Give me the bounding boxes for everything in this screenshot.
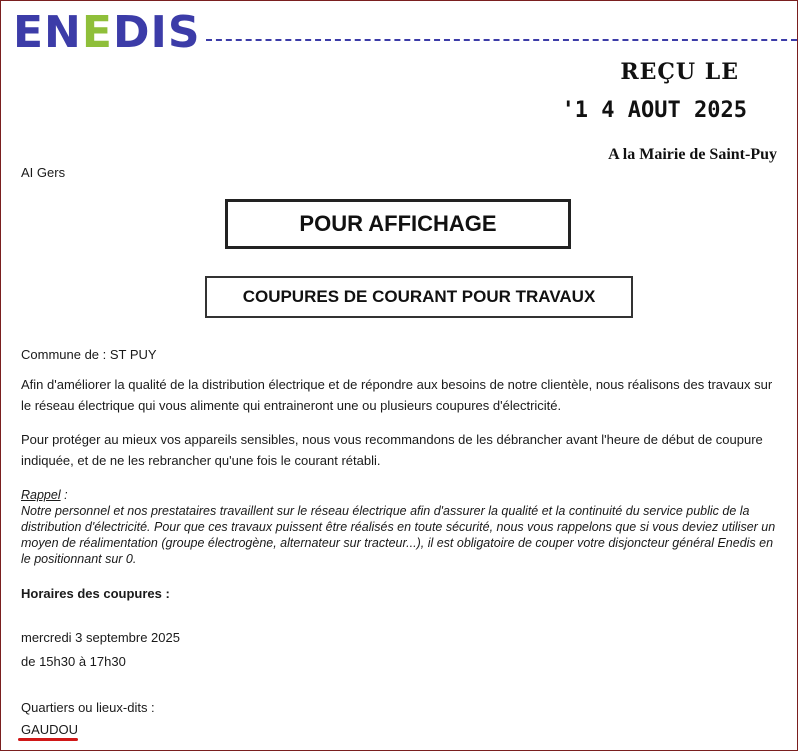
rappel-text: Notre personnel et nos prestataires travaillent sur le réseau électrique afin d'assurer la qualité et la continuité du service public de la distribution d'électricité. Pour que ces travaux puissent être réalisés en toute sécurité, nous vous rappelons que si vous deviez utiliser un moyen de réalimentation (groupe électrogène, alternateur sur tracteur...), il est obligatoire de couper votre disjoncteur général Enedis en le positionnant sur 0. — [21, 504, 776, 566]
header-dashed-line — [206, 39, 797, 41]
horaires-title: Horaires des coupures : — [21, 586, 170, 601]
logo-text-part2: E — [81, 7, 113, 58]
received-stamp-mairie: A la Mairie de Saint-Puy — [608, 146, 777, 163]
commune-line: Commune de : ST PUY — [21, 347, 157, 362]
enedis-logo — [13, 7, 201, 58]
received-stamp-date: '1 4 AOUT 2025 — [561, 98, 747, 123]
advice-paragraph: Pour protéger au mieux vos appareils sensibles, nous vous recommandons de les débrancher avant l'heure de début de coupure indiquée, et de ne les rebrancher qu'une fois le courant rétabli. — [21, 432, 763, 468]
red-underline-mark — [18, 738, 78, 741]
received-stamp-line1: REÇU LE — [620, 59, 739, 85]
rappel-label: Rappel — [21, 488, 61, 502]
rappel-block — [21, 487, 781, 567]
rappel-heading — [21, 487, 781, 503]
outage-date: mercredi 3 septembre 2025 — [21, 630, 180, 645]
region-label: AI Gers — [21, 165, 66, 180]
rappel-colon: : — [60, 488, 68, 502]
subtitle-box: COUPURES DE COURANT POUR TRAVAUX — [205, 276, 633, 318]
title-box: POUR AFFICHAGE — [225, 199, 571, 249]
outage-time: de 15h30 à 17h30 — [21, 654, 126, 669]
intro-paragraph: Afin d'améliorer la qualité de la distribution électrique et de répondre aux besoins de notre clientèle, nous réalisons des travaux sur le réseau électrique qui vous alimente qui entraineront une ou plusieurs coupures d'électricité. — [21, 377, 773, 413]
logo-text-part1: EN — [13, 7, 82, 58]
logo-text-part3: DIS — [112, 7, 201, 58]
quartier-value: GAUDOU — [21, 722, 79, 737]
quartiers-label: Quartiers ou lieux-dits : — [21, 700, 155, 715]
